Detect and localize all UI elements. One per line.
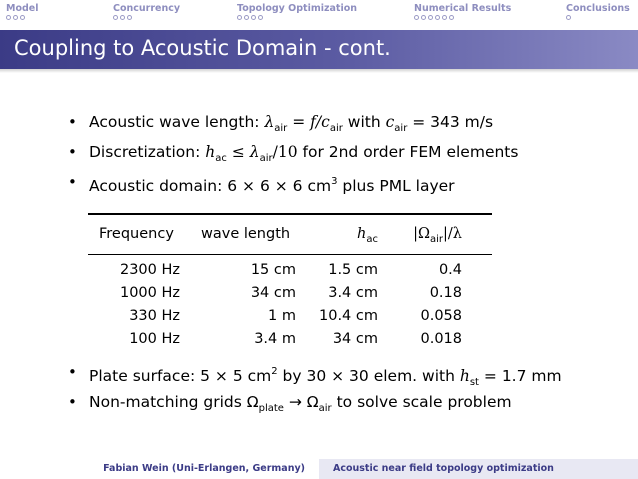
nav-dots-model xyxy=(6,15,27,23)
bullet-plate-surface xyxy=(68,362,638,392)
bullet-text: for 2nd order FEM elements xyxy=(297,143,519,161)
nav-dots-numerical-results xyxy=(414,15,456,23)
footer-bar xyxy=(0,459,638,479)
bullet-text: by 30 × 30 elem. with xyxy=(277,367,460,385)
bullet-text: Acoustic wave length: xyxy=(89,113,265,131)
nav-dot[interactable] xyxy=(414,15,419,20)
nav-dots-topology-optimization xyxy=(237,15,265,23)
footer-talk-title: Acoustic near field topology optimization xyxy=(319,459,638,479)
cell-wave-length: 1 m xyxy=(268,308,296,324)
bullet-text: to solve scale problem xyxy=(331,393,512,411)
title-bar-shadow xyxy=(0,69,638,73)
bullet-text: Non-matching grids Ω xyxy=(89,393,259,411)
nav-dot[interactable] xyxy=(113,15,118,20)
formula-h-st: $h_{st}$ xyxy=(459,367,479,388)
bullet-dot-icon: • xyxy=(68,363,77,381)
nav-section-model[interactable]: Model xyxy=(6,3,39,14)
cell-hac: 34 cm xyxy=(332,331,378,347)
bullet-list-bottom xyxy=(68,362,638,422)
section-navigation xyxy=(0,0,638,28)
header-ratio: $|\Omega_{air}|/\lambda$ xyxy=(413,226,462,245)
bullet-text: Discretization: xyxy=(89,143,206,161)
nav-dot[interactable] xyxy=(435,15,440,20)
cell-hac: 3.4 cm xyxy=(328,285,378,301)
superscript-two: 2 xyxy=(271,366,278,377)
nav-dot[interactable] xyxy=(428,15,433,20)
header-frequency: Frequency xyxy=(99,226,174,242)
nav-dot[interactable] xyxy=(421,15,426,20)
bullet-text: Plate surface: 5 × 5 cm xyxy=(89,367,272,385)
nav-dot[interactable] xyxy=(237,15,242,20)
table-header-rule xyxy=(88,254,492,255)
bullet-wave-length xyxy=(68,112,628,142)
bullet-text: plus PML layer xyxy=(337,177,455,195)
bullet-acoustic-domain xyxy=(68,172,628,202)
cell-frequency: 2300 Hz xyxy=(119,262,180,278)
subscript-air: air xyxy=(318,403,332,414)
subscript-plate: plate xyxy=(258,403,284,414)
nav-dots-concurrency xyxy=(113,15,134,23)
nav-section-numerical-results[interactable]: Numerical Results xyxy=(414,3,512,14)
bullet-discretization xyxy=(68,142,628,172)
bullet-list-top xyxy=(68,112,628,202)
table-top-rule xyxy=(88,213,492,215)
footer-author: Fabian Wein (Uni-Erlangen, Germany) xyxy=(103,463,305,474)
nav-section-topology-optimization[interactable]: Topology Optimization xyxy=(237,3,358,14)
bullet-text: with xyxy=(342,113,386,131)
cell-wave-length: 15 cm xyxy=(250,262,296,278)
cell-hac: 1.5 cm xyxy=(328,262,378,278)
frame-title-bar xyxy=(0,30,638,69)
cell-ratio: 0.4 xyxy=(438,262,462,278)
nav-dot[interactable] xyxy=(449,15,454,20)
formula-lambda-air: $\lambda_{air} = f/c_{air}$ xyxy=(264,113,343,134)
frame-title: Coupling to Acoustic Domain - cont. xyxy=(14,36,391,60)
cell-frequency: 100 Hz xyxy=(129,331,180,347)
nav-dot[interactable] xyxy=(127,15,132,20)
superscript-three: 3 xyxy=(331,176,338,187)
cell-ratio: 0.058 xyxy=(420,308,462,324)
nav-dot[interactable] xyxy=(20,15,25,20)
cell-hac: 10.4 cm xyxy=(319,308,378,324)
nav-dot[interactable] xyxy=(566,15,571,20)
cell-wave-length: 3.4 m xyxy=(254,331,296,347)
nav-dot[interactable] xyxy=(6,15,11,20)
nav-dots-conclusions xyxy=(566,15,573,23)
cell-ratio: 0.18 xyxy=(429,285,462,301)
bullet-dot-icon: • xyxy=(68,113,77,131)
header-hac: $h_{ac}$ xyxy=(357,226,378,245)
nav-dot[interactable] xyxy=(258,15,263,20)
nav-dot[interactable] xyxy=(244,15,249,20)
bullet-non-matching-grids xyxy=(68,392,638,422)
bullet-text: Acoustic domain: 6 × 6 × 6 cm xyxy=(89,177,332,195)
nav-dot[interactable] xyxy=(251,15,256,20)
cell-ratio: 0.018 xyxy=(420,331,462,347)
cell-frequency: 1000 Hz xyxy=(119,285,180,301)
nav-dot[interactable] xyxy=(13,15,18,20)
cell-frequency: 330 Hz xyxy=(129,308,180,324)
formula-c-air: $c_{air}$ xyxy=(385,113,408,134)
bullet-value: = 343 m/s xyxy=(407,113,494,131)
formula-hac-bound: $h_{ac} \le \lambda_{air}/10$ xyxy=(205,143,298,164)
header-wave-length: wave length xyxy=(201,226,291,242)
nav-section-conclusions[interactable]: Conclusions xyxy=(566,3,630,14)
cell-wave-length: 34 cm xyxy=(250,285,296,301)
bullet-dot-icon: • xyxy=(68,173,77,191)
bullet-text: → Ω xyxy=(283,393,319,411)
bullet-value: = 1.7 mm xyxy=(478,367,562,385)
bullet-dot-icon: • xyxy=(68,393,77,411)
nav-section-concurrency[interactable]: Concurrency xyxy=(113,3,181,14)
nav-dot[interactable] xyxy=(442,15,447,20)
nav-dot[interactable] xyxy=(120,15,125,20)
bullet-dot-icon: • xyxy=(68,143,77,161)
